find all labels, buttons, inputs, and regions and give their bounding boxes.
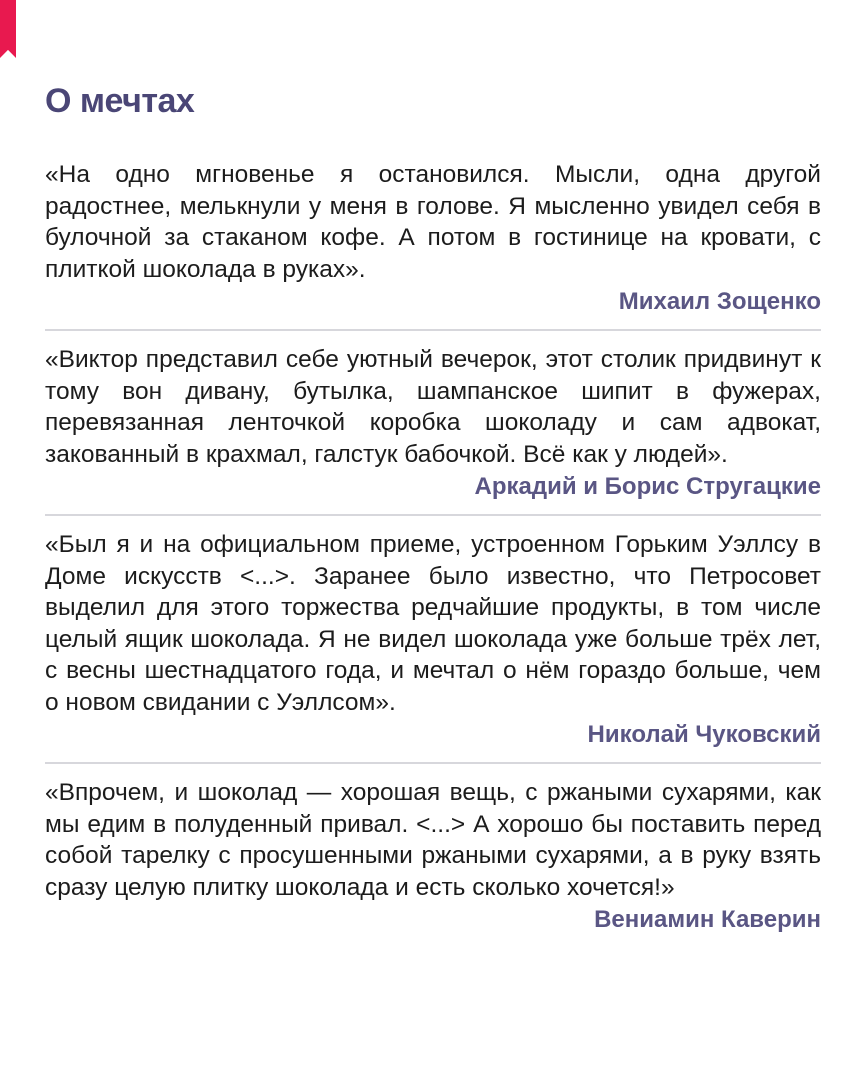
quote-block: [45, 529, 821, 764]
quote-block: [45, 777, 821, 947]
quote-author: Вениамин Каверин: [594, 906, 821, 933]
quote-block: [45, 159, 821, 331]
quote-list: [45, 159, 821, 947]
quote-block: [45, 344, 821, 516]
quote-text: «На одно мгновенье я остановился. Мысли, одна другой радостнее, мелькнули у меня в голове. Я мысленно увидел себя в булочной за стаканом кофе. А потом в гостинице на кровати, с плиткой шоколада в руках».: [45, 161, 821, 283]
quote-author: Николай Чуковский: [587, 721, 821, 748]
quote-text: «Виктор представил себе уютный вечерок, этот столик придвинут к тому вон дивану, бутылка, шампанское шипит в фужерах, перевязанная ленточкой коробка шоколаду и сам адвокат, закованный в крахмал, галстук бабочкой. Всё как у людей».: [45, 346, 821, 468]
quote-text: «Был я и на официальном приеме, устроенном Горьким Уэллсу в Доме искусств <...>. Заранее было известно, что Петросовет выделил для этого торжества редчайшие продукты, в том числе целый ящик шоколада. Я не видел шоколада уже больше трёх лет, с весны шестнадцатого года, и мечтал о нём гораздо больше, чем о новом свидании с Уэллсом».: [45, 531, 821, 716]
quote-author: Михаил Зощенко: [618, 288, 821, 315]
bookmark-ribbon-icon: [0, 0, 16, 58]
article: [45, 78, 821, 947]
quote-author: Аркадий и Борис Стругацкие: [474, 473, 821, 500]
quote-text: «Впрочем, и шоколад — хорошая вещь, с ржаными сухарями, как мы едим в полуденный привал. <...> А хорошо бы поставить перед собой тарелку с просушенными ржаными сухарями, а в руку взять сразу целую плитку шоколада и есть сколько хочется!»: [45, 779, 821, 901]
page-title: О мечтах: [45, 82, 195, 120]
